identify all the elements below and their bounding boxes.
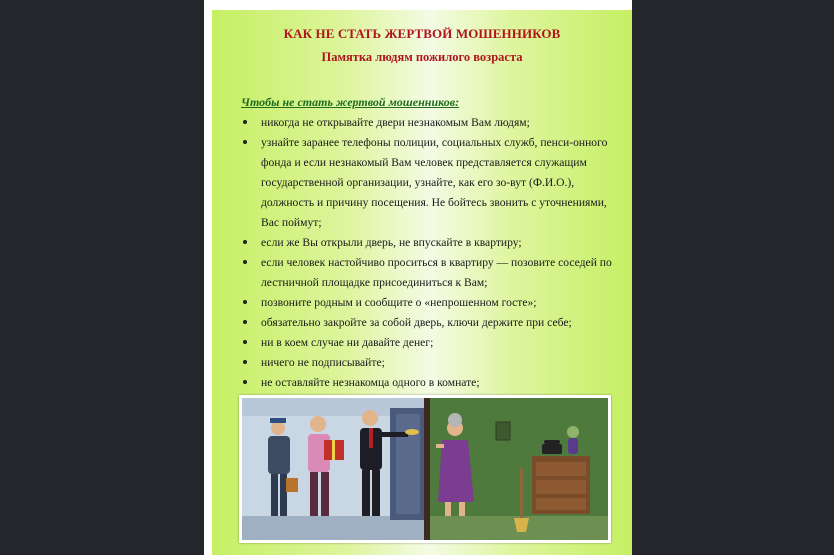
list-item-text: узнайте заранее телефоны полиции, социальных служб, пенси-онного фонда и если незнакомый Вам человек представляется служащим государственной организации, узнайте, как его зо-вут (Ф.И.О.), должность и причину посещения. Не бойтесь звонить с уточнениями, Вас поймут; xyxy=(261,136,608,229)
list-item xyxy=(212,133,632,233)
door-frame xyxy=(424,398,430,540)
list-item xyxy=(212,313,632,333)
list-item xyxy=(212,233,632,253)
dark-backdrop-left xyxy=(0,0,204,555)
document-page xyxy=(204,0,632,555)
vase-icon xyxy=(567,426,579,454)
door-panel xyxy=(396,414,420,514)
bullet-icon xyxy=(243,240,247,244)
list-item xyxy=(212,293,632,313)
bullet-icon xyxy=(243,140,247,144)
illustration-frame xyxy=(239,395,611,543)
bullet-icon xyxy=(243,360,247,364)
wall-picture xyxy=(496,422,510,440)
bullet-icon xyxy=(243,320,247,324)
list-item xyxy=(212,113,632,133)
bullet-icon xyxy=(243,300,247,304)
list-item-text: ничего не подписывайте; xyxy=(261,356,385,369)
doorstep-scam-illustration xyxy=(242,398,608,540)
bullet-icon xyxy=(243,260,247,264)
list-item-text: если человек настойчиво проситься в квартиру — позовите соседей по лестничной площадке присоединиться к Вам; xyxy=(261,256,612,289)
dark-backdrop-right xyxy=(632,0,834,555)
list-item xyxy=(212,373,632,393)
poster-title: КАК НЕ СТАТЬ ЖЕРТВОЙ МОШЕННИКОВ xyxy=(283,26,561,41)
poster-subtitle: Памятка людям пожилого возраста xyxy=(321,50,523,64)
list-item xyxy=(212,333,632,353)
list-item-text: ни в коем случае ни давайте денег; xyxy=(261,336,434,349)
memo-poster xyxy=(212,10,632,555)
bullet-icon xyxy=(243,120,247,124)
intro-heading: Чтобы не стать жертвой мошенников: xyxy=(241,95,460,109)
list-item xyxy=(212,353,632,373)
list-item-text: если же Вы открыли дверь, не впускайте в квартиру; xyxy=(261,236,522,249)
list-item-text: никогда не открывайте двери незнакомым Вам людям; xyxy=(261,116,530,129)
telephone-icon xyxy=(542,440,562,454)
bullet-icon xyxy=(243,380,247,384)
list-item-text: обязательно закройте за собой дверь, ключи держите при себе; xyxy=(261,316,572,329)
advice-list xyxy=(212,113,632,393)
bullet-icon xyxy=(243,340,247,344)
list-item xyxy=(212,253,632,293)
list-item-text: не оставляйте незнакомца одного в комнате; xyxy=(261,376,480,389)
chest-of-drawers xyxy=(532,456,590,514)
list-item-text: позвоните родным и сообщите о «непрошенном госте»; xyxy=(261,296,537,309)
